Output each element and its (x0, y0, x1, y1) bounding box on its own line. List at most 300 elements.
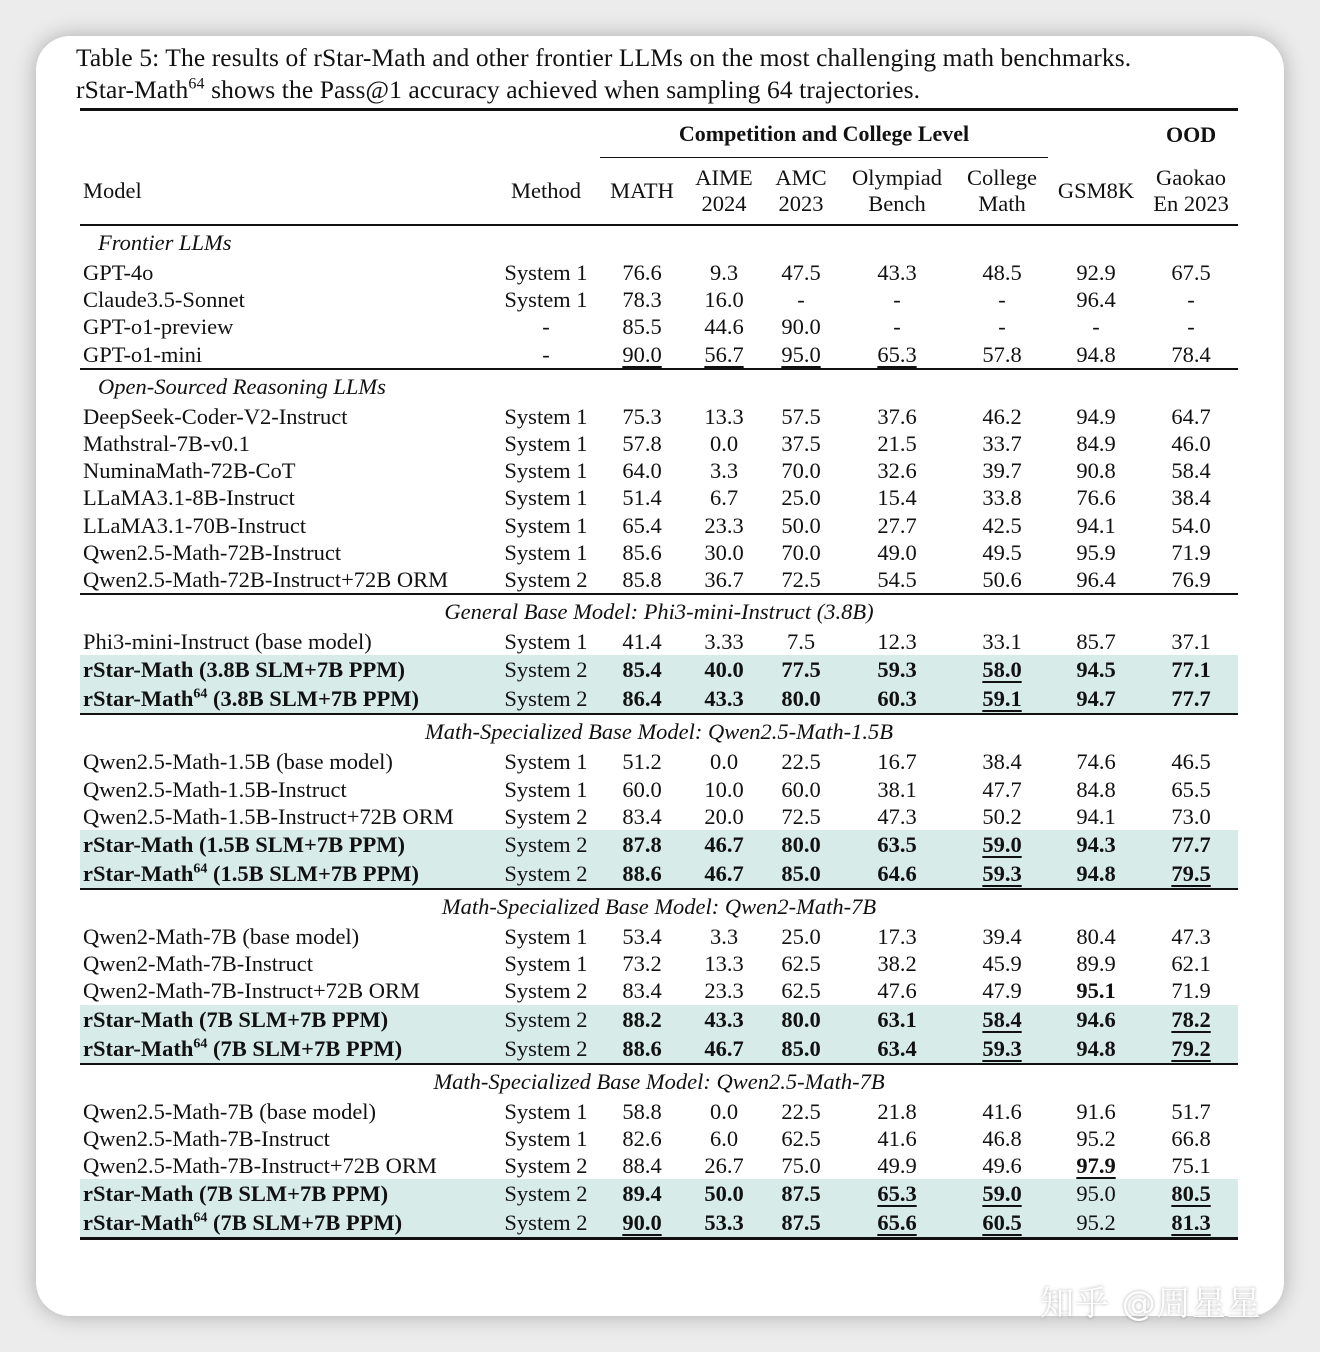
table-row (80, 286, 1238, 313)
cell-amc: - (797, 287, 805, 313)
cell-college: - (998, 314, 1006, 340)
cell-method: System 2 (492, 684, 600, 714)
cell-olympiad: 54.5 (877, 567, 917, 593)
model-name: Mathstral-7B-v0.1 (83, 431, 250, 457)
cell-gsm8k: 97.9 (1076, 1153, 1116, 1179)
cell-gsm8k: 94.6 (1048, 1005, 1144, 1034)
cell-aime: 23.3 (704, 512, 744, 538)
cell-olympiad: 41.6 (877, 1125, 917, 1151)
cell-olympiad: 63.4 (838, 1034, 956, 1064)
cell-math: 75.3 (622, 403, 662, 429)
cell-math: 85.4 (600, 655, 684, 684)
col-gsm8k: GSM8K (1057, 177, 1135, 203)
section-title: Frontier LLMs (80, 225, 1238, 259)
cell-gsm8k: 95.0 (1048, 1179, 1144, 1208)
cell-method: System 2 (504, 567, 588, 593)
cell-gaokao: 79.2 (1144, 1034, 1238, 1064)
group-competition: Competition and College Level (600, 110, 1048, 158)
cell-method: System 2 (492, 830, 600, 859)
cell-method: System 1 (504, 260, 588, 285)
model-name: Qwen2-Math-7B-Instruct+72B ORM (83, 978, 421, 1004)
cell-olympiad: 12.3 (877, 629, 917, 655)
model-name: Qwen2.5-Math-72B-Instruct+72B ORM (83, 567, 449, 593)
model-name: Qwen2-Math-7B-Instruct (83, 951, 313, 977)
cell-college: 33.7 (982, 431, 1022, 457)
cell-math: 88.2 (600, 1005, 684, 1034)
caption-line-1: Table 5: The results of rStar-Math and other frontier LLMs on the most challenging math benchmarks. (76, 43, 1132, 72)
cell-gsm8k: 94.8 (1048, 859, 1144, 889)
cell-gsm8k: 92.9 (1076, 260, 1116, 285)
model-name: Qwen2.5-Math-1.5B-Instruct (83, 776, 347, 802)
col-amc: AMC 2023 (775, 165, 827, 216)
model-name: Qwen2.5-Math-7B (base model) (83, 1098, 377, 1124)
cell-olympiad: 17.3 (877, 924, 917, 950)
cell-math: 76.6 (622, 260, 662, 285)
cell-gaokao: 51.7 (1171, 1098, 1211, 1124)
cell-college: 59.0 (956, 1179, 1048, 1208)
cell-math: 88.4 (622, 1153, 662, 1179)
model-name: rStar-Math$^{64}$ (7B SLM+7B PPM) (80, 1208, 492, 1239)
table-row (80, 950, 1238, 977)
cell-math: 73.2 (622, 951, 662, 977)
cell-method: System 1 (504, 924, 588, 950)
cell-method: System 1 (504, 287, 588, 313)
cell-math: 51.2 (622, 749, 662, 775)
table-row (80, 1125, 1238, 1152)
cell-gaokao: 78.4 (1171, 341, 1211, 367)
cell-gaokao: 71.9 (1171, 978, 1211, 1004)
cell-math: 41.4 (622, 629, 662, 655)
section-header (80, 594, 1238, 628)
model-name: Qwen2.5-Math-1.5B-Instruct+72B ORM (83, 803, 454, 829)
cell-aime: 43.3 (684, 684, 764, 714)
table-row (80, 341, 1238, 369)
table-row (80, 655, 1238, 684)
cell-amc: 87.5 (764, 1179, 838, 1208)
cell-college: 48.5 (982, 260, 1022, 285)
section-title: General Base Model: Phi3-mini-Instruct (3.8B) (80, 594, 1238, 628)
table-row (80, 1034, 1238, 1064)
cell-amc: 72.5 (781, 803, 821, 829)
cell-college: 58.0 (956, 655, 1048, 684)
cell-method: System 1 (504, 749, 588, 775)
col-math: MATH (610, 178, 674, 203)
cell-gaokao: 58.4 (1171, 458, 1211, 484)
section-header (80, 369, 1238, 403)
cell-gsm8k: 84.9 (1076, 431, 1116, 457)
cell-amc: 37.5 (781, 431, 821, 457)
cell-aime: 0.0 (709, 749, 739, 775)
model-name: NuminaMath-72B-CoT (83, 458, 296, 484)
cell-college: 47.7 (982, 776, 1022, 802)
cell-method: System 1 (504, 1098, 588, 1124)
cell-college: 58.4 (956, 1005, 1048, 1034)
cell-gsm8k: 95.1 (1076, 978, 1116, 1004)
cell-method: System 1 (504, 403, 588, 429)
cell-math: 65.4 (622, 512, 662, 538)
table-row (80, 859, 1238, 889)
cell-aime: 40.0 (684, 655, 764, 684)
cell-gaokao: 77.1 (1144, 655, 1238, 684)
cell-gsm8k: 94.9 (1076, 403, 1116, 429)
cell-amc: 85.0 (764, 859, 838, 889)
cell-gsm8k: 94.3 (1048, 830, 1144, 859)
cell-college: 59.0 (956, 830, 1048, 859)
col-college: College Math (967, 165, 1037, 216)
cell-college: 49.5 (982, 539, 1022, 565)
cell-amc: 47.5 (781, 260, 821, 285)
cell-aime: 43.3 (684, 1005, 764, 1034)
cell-gaokao: 80.5 (1144, 1179, 1238, 1208)
cell-aime: 53.3 (684, 1208, 764, 1239)
cell-math: 85.5 (622, 314, 662, 340)
cell-math: 78.3 (622, 287, 662, 313)
cell-college: 41.6 (982, 1098, 1022, 1124)
cell-aime: 26.7 (704, 1153, 744, 1179)
cell-amc: 90.0 (781, 314, 821, 340)
cell-gaokao: 66.8 (1171, 1125, 1211, 1151)
cell-amc: 70.0 (781, 539, 821, 565)
cell-method: System 1 (504, 431, 588, 457)
section-header (80, 889, 1238, 923)
table-row (80, 484, 1238, 511)
cell-olympiad: 60.3 (838, 684, 956, 714)
cell-gaokao: 79.5 (1144, 859, 1238, 889)
cell-amc: 70.0 (781, 458, 821, 484)
table-row (80, 539, 1238, 566)
cell-gsm8k: - (1092, 314, 1100, 340)
cell-math: 90.0 (600, 1208, 684, 1239)
cell-aime: 6.7 (709, 485, 739, 511)
cell-aime: 3.3 (709, 924, 739, 950)
cell-gaokao: 77.7 (1144, 830, 1238, 859)
cell-aime: 36.7 (704, 567, 744, 593)
model-name: rStar-Math (3.8B SLM+7B PPM) (80, 655, 492, 684)
cell-amc: 80.0 (764, 684, 838, 714)
cell-olympiad: - (893, 287, 901, 313)
table-row (80, 923, 1238, 950)
cell-math: 83.4 (622, 978, 662, 1004)
cell-college: 39.4 (982, 924, 1022, 950)
cell-gaokao: 46.0 (1171, 431, 1211, 457)
cell-aime: 30.0 (704, 539, 744, 565)
cell-college: 59.1 (956, 684, 1048, 714)
cell-gsm8k: 89.9 (1076, 951, 1116, 977)
cell-method: System 1 (504, 512, 588, 538)
cell-gsm8k: 96.4 (1076, 567, 1116, 593)
cell-amc: 62.5 (781, 978, 821, 1004)
model-name: Qwen2.5-Math-7B-Instruct+72B ORM (83, 1153, 437, 1179)
cell-olympiad: 21.5 (877, 431, 917, 457)
cell-math: 89.4 (600, 1179, 684, 1208)
cell-gsm8k: 94.7 (1048, 684, 1144, 714)
cell-amc: 25.0 (781, 924, 821, 950)
cell-gaokao: 73.0 (1171, 803, 1211, 829)
cell-gaokao: 62.1 (1171, 951, 1211, 977)
cell-college: 46.8 (982, 1125, 1022, 1151)
col-aime: AIME 2024 (695, 165, 753, 216)
cell-amc: 22.5 (781, 749, 821, 775)
table-row (80, 748, 1238, 775)
cell-college: 38.4 (982, 749, 1022, 775)
cell-aime: 23.3 (704, 978, 744, 1004)
cell-aime: 56.7 (704, 341, 744, 367)
cell-math: 64.0 (622, 458, 662, 484)
cell-gsm8k: 94.1 (1076, 803, 1116, 829)
model-name: LLaMA3.1-8B-Instruct (83, 485, 295, 511)
cell-math: 82.6 (622, 1125, 662, 1151)
cell-math: 85.8 (622, 567, 662, 593)
cell-college: 42.5 (982, 512, 1022, 538)
cell-olympiad: 16.7 (877, 749, 917, 775)
cell-college: 50.6 (982, 567, 1022, 593)
table-row (80, 430, 1238, 457)
cell-method: System 1 (504, 458, 588, 484)
cell-gaokao: 67.5 (1171, 260, 1211, 285)
cell-olympiad: 38.2 (877, 951, 917, 977)
model-name: GPT-o1-preview (83, 314, 234, 340)
cell-gsm8k: 94.8 (1048, 1034, 1144, 1064)
cell-amc: 80.0 (764, 1005, 838, 1034)
cell-amc: 72.5 (781, 567, 821, 593)
cell-olympiad: 27.7 (877, 512, 917, 538)
cell-method: System 2 (492, 655, 600, 684)
section-title: Open-Sourced Reasoning LLMs (80, 369, 1238, 403)
cell-amc: 87.5 (764, 1208, 838, 1239)
cell-aime: 6.0 (709, 1125, 739, 1151)
cell-method: System 2 (504, 1153, 588, 1179)
table-row (80, 566, 1238, 594)
cell-amc: 62.5 (781, 1125, 821, 1151)
cell-gsm8k: 94.8 (1076, 341, 1116, 367)
table-caption (76, 42, 1276, 106)
cell-olympiad: 65.6 (838, 1208, 956, 1239)
cell-aime: 0.0 (709, 1098, 739, 1124)
cell-amc: 57.5 (781, 403, 821, 429)
cell-college: 50.2 (982, 803, 1022, 829)
model-name: rStar-Math$^{64}$ (3.8B SLM+7B PPM) (80, 684, 492, 714)
cell-college: 46.2 (982, 403, 1022, 429)
cell-college: 60.5 (956, 1208, 1048, 1239)
cell-aime: 20.0 (704, 803, 744, 829)
cell-amc: 62.5 (781, 951, 821, 977)
cell-aime: 3.3 (709, 458, 739, 484)
cell-gaokao: 37.1 (1171, 629, 1211, 655)
model-name: Claude3.5-Sonnet (83, 287, 245, 313)
model-name: rStar-Math (1.5B SLM+7B PPM) (80, 830, 492, 859)
cell-aime: 46.7 (684, 830, 764, 859)
cell-amc: 50.0 (781, 512, 821, 538)
col-olympiad: Olympiad Bench (852, 165, 942, 216)
cell-method: System 2 (504, 803, 588, 829)
model-name: Qwen2.5-Math-7B-Instruct (83, 1125, 330, 1151)
cell-method: System 1 (504, 629, 588, 655)
cell-amc: 80.0 (764, 830, 838, 859)
cell-math: 53.4 (622, 924, 662, 950)
cell-gsm8k: 95.2 (1048, 1208, 1144, 1239)
table-row (80, 1005, 1238, 1034)
cell-gaokao: 75.1 (1171, 1153, 1211, 1179)
section-title: Math-Specialized Base Model: Qwen2-Math-7B (80, 889, 1238, 923)
cell-math: 87.8 (600, 830, 684, 859)
cell-gsm8k: 94.1 (1076, 512, 1116, 538)
cell-aime: 13.3 (704, 951, 744, 977)
table-row (80, 313, 1238, 340)
cell-olympiad: 47.6 (877, 978, 917, 1004)
cell-olympiad: 15.4 (877, 485, 917, 511)
cell-olympiad: 63.5 (838, 830, 956, 859)
cell-method: System 2 (492, 1179, 600, 1208)
cell-method: System 1 (504, 1125, 588, 1151)
table-row (80, 776, 1238, 803)
table-row (80, 512, 1238, 539)
cell-math: 57.8 (622, 431, 662, 457)
table-row (80, 977, 1238, 1004)
cell-gsm8k: 96.4 (1076, 287, 1116, 313)
cell-gaokao: - (1187, 314, 1195, 340)
cell-math: 86.4 (600, 684, 684, 714)
cell-college: 57.8 (982, 341, 1022, 367)
table-row (80, 830, 1238, 859)
cell-math: 58.8 (622, 1098, 662, 1124)
col-method: Method (511, 177, 581, 203)
cell-math: 60.0 (622, 776, 662, 802)
cell-method: System 2 (492, 1208, 600, 1239)
model-name: Qwen2-Math-7B (base model) (83, 924, 360, 950)
group-ood: OOD (1144, 110, 1238, 158)
table-row (80, 628, 1238, 655)
watermark: 知乎 @周星星 (1040, 1284, 1262, 1324)
cell-gaokao: - (1187, 287, 1195, 313)
cell-math: 88.6 (600, 1034, 684, 1064)
cell-gaokao: 54.0 (1171, 512, 1211, 538)
table-row (80, 1152, 1238, 1179)
cell-college: 49.6 (982, 1153, 1022, 1179)
model-name: rStar-Math$^{64}$ (1.5B SLM+7B PPM) (80, 859, 492, 889)
cell-method: System 1 (504, 951, 588, 977)
table-row (80, 1179, 1238, 1208)
cell-math: 90.0 (622, 341, 662, 367)
cell-amc: 60.0 (781, 776, 821, 802)
cell-method: System 2 (492, 859, 600, 889)
cell-college: 59.3 (956, 859, 1048, 889)
cell-amc: 75.0 (781, 1153, 821, 1179)
cell-amc: 77.5 (764, 655, 838, 684)
model-name: GPT-o1-mini (83, 341, 203, 367)
header-column-row (80, 158, 1238, 226)
cell-gsm8k: 76.6 (1076, 485, 1116, 511)
table-row (80, 259, 1238, 286)
cell-college: 39.7 (982, 458, 1022, 484)
model-name: rStar-Math (7B SLM+7B PPM) (80, 1179, 492, 1208)
cell-amc: 25.0 (781, 485, 821, 511)
cell-gaokao: 71.9 (1171, 539, 1211, 565)
model-name: rStar-Math (7B SLM+7B PPM) (80, 1005, 492, 1034)
cell-aime: 50.0 (684, 1179, 764, 1208)
cell-gsm8k: 91.6 (1076, 1098, 1116, 1124)
cell-math: 51.4 (622, 485, 662, 511)
section-header (80, 225, 1238, 259)
cell-aime: 46.7 (684, 1034, 764, 1064)
cell-gaokao: 81.3 (1144, 1208, 1238, 1239)
cell-college: 59.3 (956, 1034, 1048, 1064)
cell-olympiad: 49.0 (877, 539, 917, 565)
cell-gsm8k: 94.5 (1048, 655, 1144, 684)
col-gaokao: Gaokao En 2023 (1153, 164, 1229, 216)
header-group-row (80, 110, 1238, 158)
cell-college: 45.9 (982, 951, 1022, 977)
cell-olympiad: 43.3 (877, 260, 917, 285)
cell-olympiad: 21.8 (877, 1098, 917, 1124)
cell-college: 33.8 (982, 485, 1022, 511)
cell-gaokao: 76.9 (1171, 567, 1211, 593)
table-row (80, 684, 1238, 714)
model-name: rStar-Math$^{64}$ (7B SLM+7B PPM) (80, 1034, 492, 1064)
cell-amc: 7.5 (786, 629, 816, 655)
model-name: Qwen2.5-Math-1.5B (base model) (83, 749, 393, 775)
cell-gsm8k: 84.8 (1076, 776, 1116, 802)
cell-amc: 22.5 (781, 1098, 821, 1124)
cell-aime: 13.3 (704, 403, 744, 429)
table-row (80, 803, 1238, 830)
cell-aime: 16.0 (704, 287, 744, 313)
col-model: Model (83, 177, 142, 203)
cell-method: System 2 (504, 978, 588, 1004)
cell-gaokao: 64.7 (1171, 403, 1211, 429)
cell-aime: 3.33 (704, 629, 744, 655)
cell-olympiad: 38.1 (877, 776, 917, 802)
model-name: GPT-4o (83, 260, 154, 285)
cell-olympiad: - (893, 314, 901, 340)
cell-gaokao: 77.7 (1144, 684, 1238, 714)
cell-olympiad: 32.6 (877, 458, 917, 484)
section-header (80, 714, 1238, 748)
model-name: Qwen2.5-Math-72B-Instruct (83, 539, 342, 565)
section-header (80, 1064, 1238, 1098)
cell-gaokao: 78.2 (1144, 1005, 1238, 1034)
cell-aime: 10.0 (704, 776, 744, 802)
cell-gsm8k: 74.6 (1076, 749, 1116, 775)
section-title: Math-Specialized Base Model: Qwen2.5-Math-1.5B (80, 714, 1238, 748)
cell-college: 33.1 (982, 629, 1022, 655)
cell-amc: 85.0 (764, 1034, 838, 1064)
section-title: Math-Specialized Base Model: Qwen2.5-Math-7B (80, 1064, 1238, 1098)
cell-math: 85.6 (622, 539, 662, 565)
cell-aime: 46.7 (684, 859, 764, 889)
table-row (80, 1098, 1238, 1125)
cell-aime: 44.6 (704, 314, 744, 340)
cell-olympiad: 37.6 (877, 403, 917, 429)
cell-college: - (998, 287, 1006, 313)
cell-gsm8k: 95.2 (1076, 1125, 1116, 1151)
cell-math: 88.6 (600, 859, 684, 889)
cell-olympiad: 65.3 (838, 1179, 956, 1208)
cell-gsm8k: 95.9 (1076, 539, 1116, 565)
cell-method: - (542, 341, 550, 367)
table-row (80, 1208, 1238, 1239)
cell-olympiad: 59.3 (838, 655, 956, 684)
cell-math: 83.4 (622, 803, 662, 829)
table-row (80, 403, 1238, 430)
cell-gaokao: 65.5 (1171, 776, 1211, 802)
results-table (80, 108, 1238, 1240)
model-name: DeepSeek-Coder-V2-Instruct (83, 403, 348, 429)
cell-gaokao: 38.4 (1171, 485, 1211, 511)
cell-method: - (542, 314, 550, 340)
cell-method: System 2 (492, 1005, 600, 1034)
cell-olympiad: 49.9 (877, 1153, 917, 1179)
cell-method: System 1 (504, 776, 588, 802)
